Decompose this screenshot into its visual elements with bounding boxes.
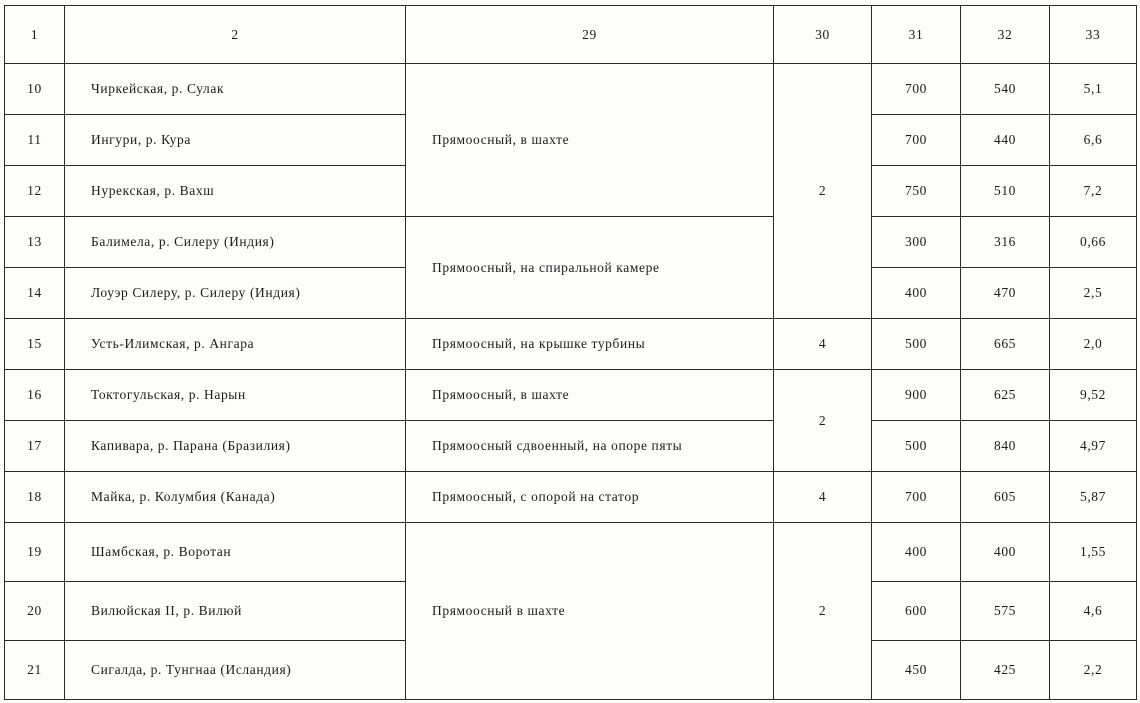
- hydro-station-table: [4, 5, 1137, 700]
- header-col-32: 32: [961, 6, 1050, 64]
- table-row: [5, 217, 1137, 268]
- value-33: 0,66: [1050, 217, 1137, 268]
- header-col-33: 33: [1050, 6, 1137, 64]
- value-32: 316: [961, 217, 1050, 268]
- row-number: 11: [5, 115, 65, 166]
- table-row: [5, 472, 1137, 523]
- value-32: 665: [961, 319, 1050, 370]
- bearing-type: Прямоосный, на крышке турбины: [406, 319, 774, 370]
- value-32: 540: [961, 64, 1050, 115]
- bearing-type: Прямоосный, с опорой на статор: [406, 472, 774, 523]
- value-32: 440: [961, 115, 1050, 166]
- value-31: 700: [872, 115, 961, 166]
- value-32: 425: [961, 641, 1050, 700]
- table-row: [5, 370, 1137, 421]
- table-row: [5, 421, 1137, 472]
- value-33: 2,0: [1050, 319, 1137, 370]
- bearing-type: Прямоосный в шахте: [406, 523, 774, 700]
- row-number: 21: [5, 641, 65, 700]
- value-32: 605: [961, 472, 1050, 523]
- value-31: 500: [872, 319, 961, 370]
- value-31: 300: [872, 217, 961, 268]
- station-name: Токтогульская, р. Нарын: [65, 370, 406, 421]
- row-number: 12: [5, 166, 65, 217]
- value-31: 400: [872, 523, 961, 582]
- row-number: 13: [5, 217, 65, 268]
- row-number: 19: [5, 523, 65, 582]
- station-name: Нурекская, р. Вахш: [65, 166, 406, 217]
- row-number: 10: [5, 64, 65, 115]
- value-31: 900: [872, 370, 961, 421]
- row-number: 17: [5, 421, 65, 472]
- value-33: 7,2: [1050, 166, 1137, 217]
- row-number: 18: [5, 472, 65, 523]
- value-33: 2,5: [1050, 268, 1137, 319]
- table-row: [5, 64, 1137, 115]
- station-name: Лоуэр Силеру, р. Силеру (Индия): [65, 268, 406, 319]
- value-32: 840: [961, 421, 1050, 472]
- row-number: 15: [5, 319, 65, 370]
- row-number: 16: [5, 370, 65, 421]
- station-name: Капивара, р. Парана (Бразилия): [65, 421, 406, 472]
- value-32: 400: [961, 523, 1050, 582]
- table-row: [5, 319, 1137, 370]
- value-31: 600: [872, 582, 961, 641]
- bearing-type: Прямоосный, в шахте: [406, 64, 774, 217]
- value-31: 700: [872, 472, 961, 523]
- row-number: 20: [5, 582, 65, 641]
- station-name: Сигалда, р. Тунгнаа (Исландия): [65, 641, 406, 700]
- bearing-type: Прямоосный сдвоенный, на опоре пяты: [406, 421, 774, 472]
- header-col-31: 31: [872, 6, 961, 64]
- value-31: 700: [872, 64, 961, 115]
- station-name: Вилюйская II, р. Вилюй: [65, 582, 406, 641]
- value-32: 510: [961, 166, 1050, 217]
- row-number: 14: [5, 268, 65, 319]
- count-value: 4: [774, 319, 872, 370]
- value-31: 400: [872, 268, 961, 319]
- station-name: Балимела, р. Силеру (Индия): [65, 217, 406, 268]
- header-col-29: 29: [406, 6, 774, 64]
- station-name: Шамбская, р. Воротан: [65, 523, 406, 582]
- header-col-30: 30: [774, 6, 872, 64]
- value-31: 750: [872, 166, 961, 217]
- station-name: Усть-Илимская, р. Ангара: [65, 319, 406, 370]
- value-32: 575: [961, 582, 1050, 641]
- value-32: 625: [961, 370, 1050, 421]
- table-row: [5, 523, 1137, 582]
- value-32: 470: [961, 268, 1050, 319]
- value-33: 6,6: [1050, 115, 1137, 166]
- value-33: 5,1: [1050, 64, 1137, 115]
- station-name: Ингури, р. Кура: [65, 115, 406, 166]
- value-33: 1,55: [1050, 523, 1137, 582]
- value-31: 500: [872, 421, 961, 472]
- count-value: 4: [774, 472, 872, 523]
- count-value: 2: [774, 370, 872, 472]
- station-name: Чиркейская, р. Сулак: [65, 64, 406, 115]
- bearing-type: Прямоосный, в шахте: [406, 370, 774, 421]
- value-33: 5,87: [1050, 472, 1137, 523]
- value-33: 9,52: [1050, 370, 1137, 421]
- count-value: 2: [774, 523, 872, 700]
- value-33: 4,97: [1050, 421, 1137, 472]
- header-col-1: 1: [5, 6, 65, 64]
- value-31: 450: [872, 641, 961, 700]
- count-value: 2: [774, 64, 872, 319]
- header-col-2: 2: [65, 6, 406, 64]
- bearing-type: Прямоосный, на спиральной камере: [406, 217, 774, 319]
- value-33: 4,6: [1050, 582, 1137, 641]
- value-33: 2,2: [1050, 641, 1137, 700]
- station-name: Майка, р. Колумбия (Канада): [65, 472, 406, 523]
- header-row: [5, 6, 1137, 64]
